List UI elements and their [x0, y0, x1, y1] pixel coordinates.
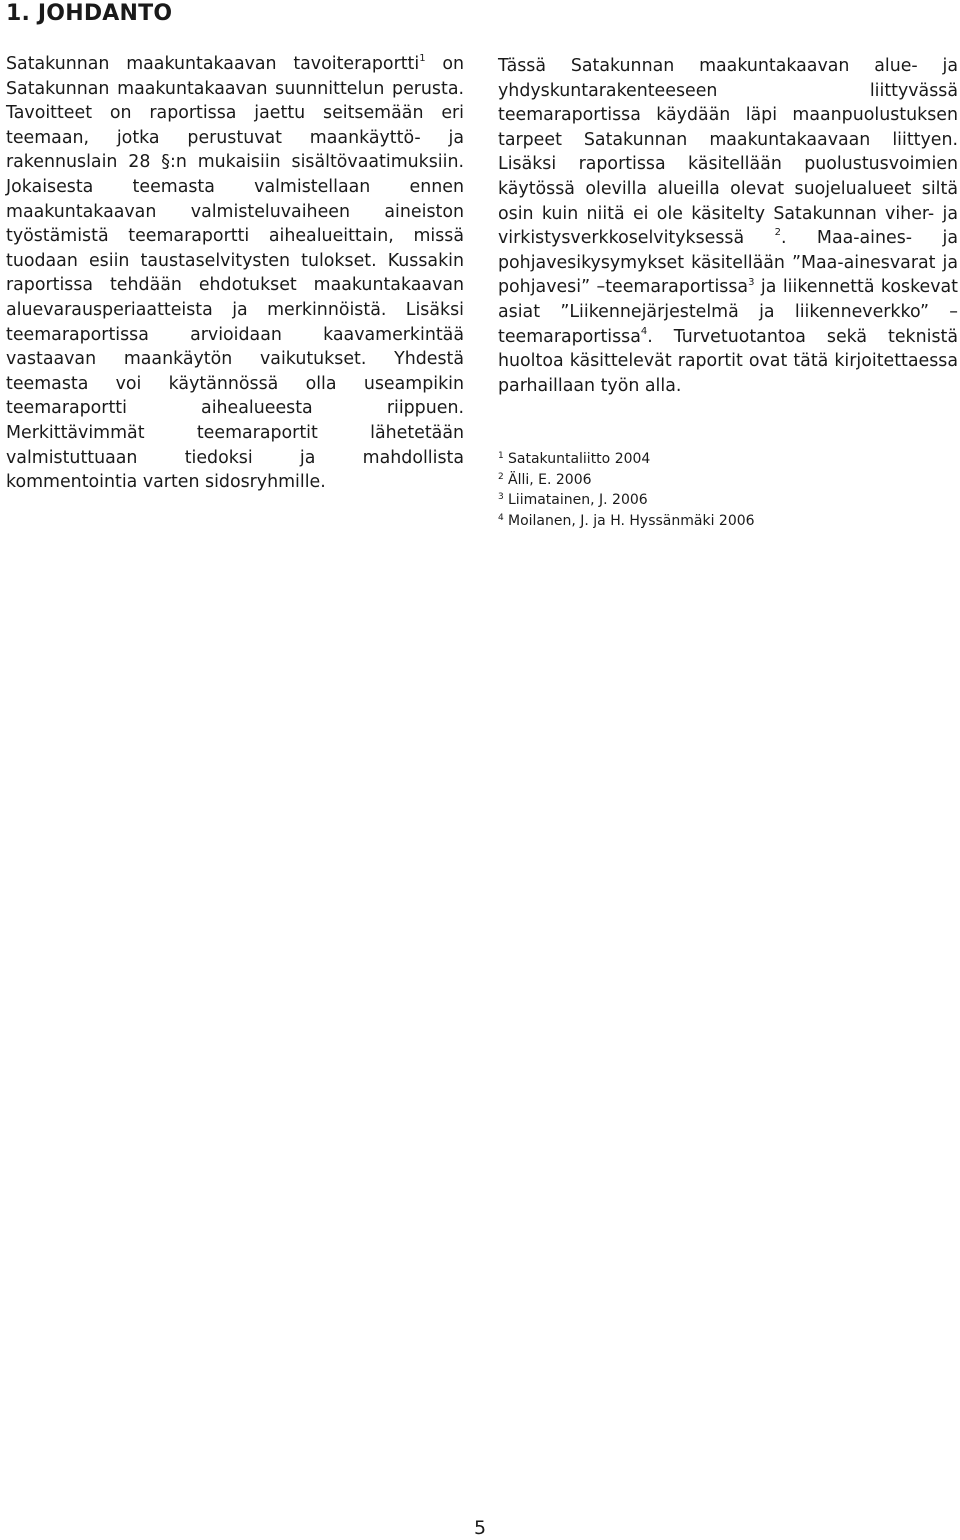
footnote-text: Älli, E. 2006	[508, 471, 592, 488]
scope-paragraph	[498, 54, 958, 398]
footnote-number: 4	[498, 512, 504, 523]
footnote-text: Satakuntaliitto 2004	[508, 451, 651, 467]
footnote-ref-3: 3	[748, 276, 755, 288]
footnote-text: Moilanen, J. ja H. Hyssänmäki 2006	[508, 512, 755, 529]
intro-paragraph	[6, 52, 464, 495]
right-text-column	[498, 54, 958, 398]
footnotes-list	[498, 448, 958, 530]
footnote-ref-1: 1	[419, 53, 426, 65]
footnote-number: 2	[498, 471, 504, 482]
scope-text-part-3: ja liikennettä koskevat asiat ”Liikennejärjestelmä ja liikenneverkko” –teemaraportissa	[498, 277, 958, 347]
scope-text-part-1: Tässä Satakunnan maakuntakaavan alue- ja yhdyskuntarakenteeseen liittyvässä teemaraportissa käydään läpi maanpuolustuksen tarpeet Satakunnan maakuntakaavaan liittyen. Lisäksi raportissa käsitellään puolustusvoimien käytössä olevilla alueilla olevat suojelualueet siltä osin kuin niitä ei ole käsitelty Satakunnan viher- ja virkistysverkkoselvityksessä	[498, 56, 958, 249]
page-number: 5	[473, 1517, 487, 1539]
footnote-number: 1	[498, 451, 504, 461]
intro-text-rest: on Satakunnan maakuntakaavan suunnittelun perusta. Tavoitteet on raportissa jaettu seitsemään eri teemaan, jotka perustuvat maankäyttö- ja rakennuslain 28 §:n mukaisiin sisältövaatimuksiin. Jokaisesta teemasta valmistellaan ennen maakuntakaavan valmisteluvaiheen aineiston työstämistä teemaraportti aihealueittain, missä tuodaan esiin taustaselvitysten tulokset. Kussakin raportissa tehdään ehdotukset maakuntakaavan aluevarausperiaatteista ja merkinnöistä. Lisäksi teemaraportissa arvioidaan kaavamerkintää vastaavan maankäytön vaikutukset. Yhdestä teemasta voi käytännössä olla useampikin teemaraportti aihealueesta riippuen. Merkittävimmät teemaraportit lähetetään valmistuttuaan tiedoksi ja mahdollista kommentointia varten sidosryhmille.	[6, 54, 464, 493]
section-heading: 1. JOHDANTO	[6, 1, 173, 26]
footnote-number: 3	[498, 492, 504, 502]
scope-text-part-2: . Maa-aines- ja pohjavesikysymykset käsitellään ”Maa-ainesvarat ja pohjavesi” –teemaraportissa	[498, 228, 959, 298]
footnote-ref-4: 4	[640, 325, 648, 337]
footnote-item	[498, 510, 958, 531]
left-text-column	[6, 52, 464, 495]
footnote-text: Liimatainen, J. 2006	[508, 492, 648, 508]
footnote-item	[498, 469, 958, 490]
footnote-ref-2: 2	[774, 227, 781, 239]
scope-text-part-4: . Turvetuotantoa sekä teknistä huoltoa käsittelevät raportit ovat tätä kirjoitettaessa parhaillaan työn alla.	[498, 326, 958, 396]
footnote-item	[498, 489, 958, 510]
intro-text-start: Satakunnan maakuntakaavan tavoiteraportti	[6, 54, 420, 74]
footnote-item	[498, 448, 958, 469]
